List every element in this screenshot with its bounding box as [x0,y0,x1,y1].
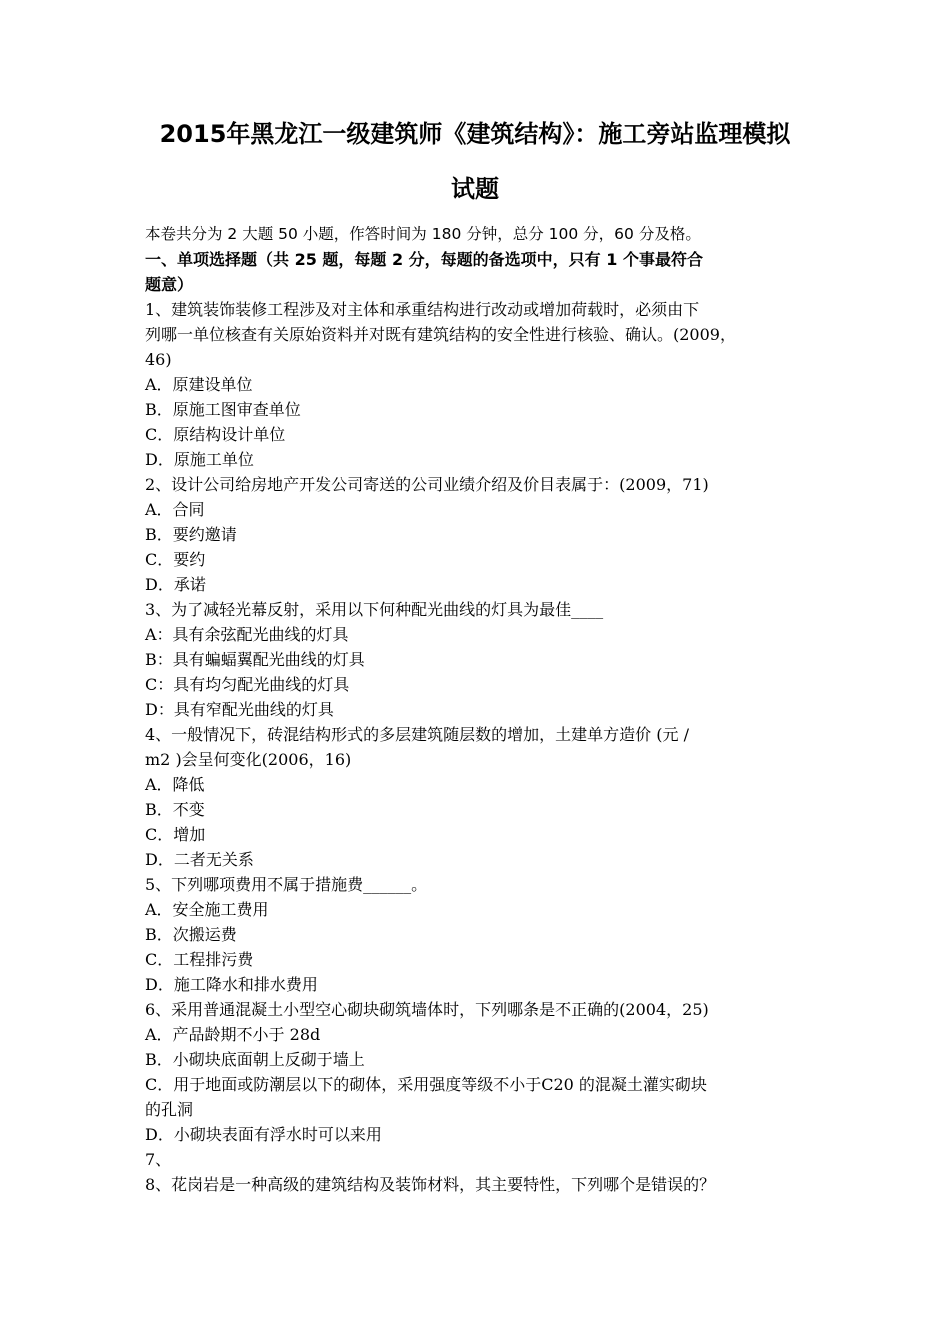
section-heading-line-2: 题意） [145,275,194,294]
question-6-option-c-line-1: C．用于地面或防潮层以下的砌体，采用强度等级不小于C20 的混凝土灌实砌块 [145,1075,707,1094]
question-7-stem: 7、 [145,1150,172,1169]
question-6-option-b: B．小砌块底面朝上反砌于墙上 [145,1050,365,1069]
question-2-option-a: A．合同 [145,500,205,519]
question-2-option-c: C．要约 [145,550,206,569]
document-title-line-1: 2015年黑龙江一级建筑师《建筑结构》：施工旁站监理模拟 [159,120,791,148]
question-4-option-d: D．二者无关系 [145,850,254,869]
question-2-option-d: D．承诺 [145,575,206,594]
question-1-option-d: D．原施工单位 [145,450,254,469]
question-5-option-a: A．安全施工费用 [145,900,269,919]
question-1-option-b: B．原施工图审查单位 [145,400,301,419]
question-2-stem: 2、设计公司给房地产开发公司寄送的公司业绩介绍及价目表属于：(2009，71) [145,475,709,494]
question-1-stem-line-1: 1、建筑装饰装修工程涉及对主体和承重结构进行改动或增加荷载时，必须由下 [145,300,700,319]
question-5-option-d: D．施工降水和排水费用 [145,975,318,994]
question-1-stem-line-2: 列哪一单位核查有关原始资料并对既有建筑结构的安全性进行核验、确认。(2009， [145,325,736,344]
question-3-option-d: D：具有窄配光曲线的灯具 [145,700,334,719]
question-4-stem-line-1: 4、一般情况下，砖混结构形式的多层建筑随层数的增加，土建单方造价 (元 / [145,725,689,744]
question-6-option-a: A．产品龄期不小于 28d [145,1025,321,1044]
section-heading-line-1: 一、单项选择题（共 25 题，每题 2 分，每题的备选项中，只有 1 个事最符合 [145,250,703,269]
question-5-option-c: C．工程排污费 [145,950,254,969]
question-4-option-b: B．不变 [145,800,205,819]
question-1-option-a: A．原建设单位 [145,375,253,394]
question-1-stem-line-3: 46) [145,350,172,369]
question-5-stem: 5、下列哪项费用不属于措施费______。 [145,875,428,894]
exam-intro: 本卷共分为 2 大题 50 小题，作答时间为 180 分钟，总分 100 分，60 分及格。 [145,225,701,243]
question-8-stem: 8、花岗岩是一种高级的建筑结构及装饰材料，其主要特性，下列哪个是错误的？ [145,1175,716,1194]
document-title-line-2: 试题 [451,175,499,203]
question-1-option-c: C．原结构设计单位 [145,425,286,444]
question-5-option-b: B．次搬运费 [145,925,237,944]
question-4-option-a: A．降低 [145,775,205,794]
question-3-option-c: C：具有均匀配光曲线的灯具 [145,675,350,694]
question-2-option-b: B．要约邀请 [145,525,237,544]
question-4-stem-line-2: m2 )会呈何变化(2006，16) [145,750,352,769]
question-6-option-c-line-2: 的孔洞 [145,1100,194,1119]
question-3-stem: 3、为了减轻光幕反射，采用以下何种配光曲线的灯具为最佳____ [145,600,604,619]
question-4-option-c: C．增加 [145,825,206,844]
question-3-option-b: B：具有蝙蝠翼配光曲线的灯具 [145,650,365,669]
question-3-option-a: A：具有余弦配光曲线的灯具 [145,625,349,644]
question-6-option-d: D．小砌块表面有浮水时可以来用 [145,1125,382,1144]
document-body [145,222,835,1197]
question-6-stem: 6、采用普通混凝土小型空心砌块砌筑墙体时，下列哪条是不正确的(2004，25) [145,1000,709,1019]
